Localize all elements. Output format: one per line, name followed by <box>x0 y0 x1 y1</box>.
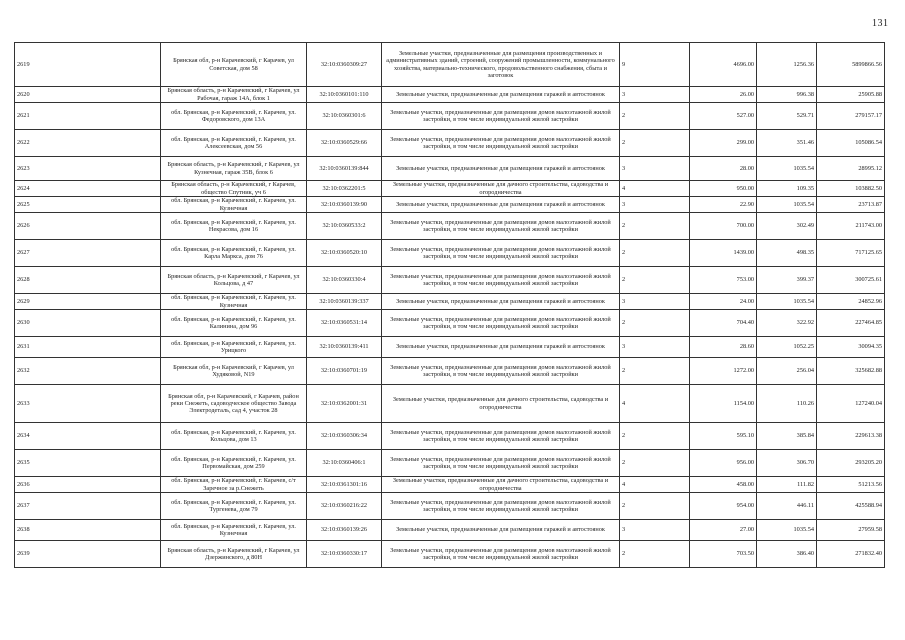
cadastral-number-cell: 32:10:0360529:66 <box>307 130 382 157</box>
specific-value-cell: 386.40 <box>757 541 817 568</box>
cadastral-value-cell: 103882.50 <box>817 181 885 197</box>
group-cell: 3 <box>620 294 690 310</box>
row-number: 2639 <box>15 541 161 568</box>
cadastral-value-cell: 23713.87 <box>817 197 885 213</box>
cadastral-number-cell: 32:10:0362201:5 <box>307 181 382 197</box>
row-number: 2620 <box>15 87 161 103</box>
cadastral-value-cell: 25905.88 <box>817 87 885 103</box>
group-cell: 9 <box>620 43 690 87</box>
cadastral-number-cell: 32:10:0360101:110 <box>307 87 382 103</box>
table-row <box>15 197 885 213</box>
specific-value-cell: 1035.54 <box>757 294 817 310</box>
cadastral-value-cell: 425588.94 <box>817 493 885 520</box>
row-number: 2624 <box>15 181 161 197</box>
specific-value-cell: 110.26 <box>757 385 817 423</box>
cadastral-value-cell: 227464.85 <box>817 310 885 337</box>
cadastral-number-cell: 32:10:0360533:2 <box>307 213 382 240</box>
cadastral-number-cell: 32:10:0360531:14 <box>307 310 382 337</box>
row-number: 2635 <box>15 450 161 477</box>
cadastral-value-cell: 27959.58 <box>817 520 885 541</box>
specific-value-cell: 996.38 <box>757 87 817 103</box>
area-cell: 1154.00 <box>690 385 757 423</box>
page-number: 131 <box>872 18 889 29</box>
row-number: 2626 <box>15 213 161 240</box>
table-row <box>15 267 885 294</box>
row-number: 2619 <box>15 43 161 87</box>
land-use-cell: Земельные участки, предназначенные для размещения домов малоэтажной жилой застройки, в том числе индивидуальной жилой застройки <box>382 240 620 267</box>
row-number: 2629 <box>15 294 161 310</box>
address-cell: обл. Брянская, р-н Карачевский, г. Карачев, с/т Заречное за р.Снежеть <box>161 477 307 493</box>
group-cell: 2 <box>620 103 690 130</box>
land-use-cell: Земельные участки, предназначенные для размещения гаражей и автостоянок <box>382 294 620 310</box>
group-cell: 2 <box>620 267 690 294</box>
cadastral-value-cell: 271832.40 <box>817 541 885 568</box>
group-cell: 2 <box>620 358 690 385</box>
address-cell: обл. Брянская, р-н Карачевский, г. Карачев, ул. Первомайская, дом 259 <box>161 450 307 477</box>
address-cell: обл. Брянская, р-н Карачевский, г. Карачев, ул. Урицкого <box>161 337 307 358</box>
land-use-cell: Земельные участки, предназначенные для дачного строительства, садоводства и огородничества <box>382 385 620 423</box>
cadastral-number-cell: 32:10:0360139:26 <box>307 520 382 541</box>
land-use-cell: Земельные участки, предназначенные для дачного строительства, садоводства и огородничества <box>382 477 620 493</box>
cadastral-number-cell: 32:10:0360306:34 <box>307 423 382 450</box>
row-number: 2627 <box>15 240 161 267</box>
cadastral-value-cell: 127240.04 <box>817 385 885 423</box>
cadastral-number-cell: 32:10:0360139:90 <box>307 197 382 213</box>
specific-value-cell: 1035.54 <box>757 197 817 213</box>
address-cell: Брянская обл, р-н Карачевский, г Карачев, район реки Снежеть, садоводческое общество Завода Электродеталь, сад 4, участок 28 <box>161 385 307 423</box>
group-cell: 2 <box>620 240 690 267</box>
area-cell: 704.40 <box>690 310 757 337</box>
cadastral-value-cell: 105086.54 <box>817 130 885 157</box>
cadastral-value-cell: 293205.20 <box>817 450 885 477</box>
area-cell: 458.00 <box>690 477 757 493</box>
area-cell: 22.90 <box>690 197 757 213</box>
area-cell: 1439.00 <box>690 240 757 267</box>
table-row <box>15 423 885 450</box>
group-cell: 4 <box>620 477 690 493</box>
table-row <box>15 43 885 87</box>
address-cell: обл. Брянская, р-н Карачевский, г. Карачев, ул. Алексеевская, дом 56 <box>161 130 307 157</box>
row-number: 2622 <box>15 130 161 157</box>
cadastral-number-cell: 32:10:0360309:27 <box>307 43 382 87</box>
table-row <box>15 385 885 423</box>
table-row <box>15 450 885 477</box>
group-cell: 4 <box>620 181 690 197</box>
table-row <box>15 358 885 385</box>
land-use-cell: Земельные участки, предназначенные для размещения гаражей и автостоянок <box>382 197 620 213</box>
table-row <box>15 477 885 493</box>
table-row <box>15 213 885 240</box>
specific-value-cell: 399.37 <box>757 267 817 294</box>
address-cell: обл. Брянская, р-н Карачевский, г. Карачев, ул. Кузнечная <box>161 197 307 213</box>
table-row <box>15 103 885 130</box>
group-cell: 2 <box>620 310 690 337</box>
land-use-cell: Земельные участки, предназначенные для размещения гаражей и автостоянок <box>382 520 620 541</box>
group-cell: 2 <box>620 493 690 520</box>
area-cell: 1272.00 <box>690 358 757 385</box>
address-cell: обл. Брянская, р-н Карачевский, г. Карачев, ул. Тургенева, дом 79 <box>161 493 307 520</box>
address-cell: обл. Брянская, р-н Карачевский, г. Карачев, ул. Карла Маркса, дом 76 <box>161 240 307 267</box>
cadastral-number-cell: 32:10:0360330:4 <box>307 267 382 294</box>
specific-value-cell: 1256.36 <box>757 43 817 87</box>
land-use-cell: Земельные участки, предназначенные для размещения производственных и административных зданий, строений, сооружений промышленности, коммунального хозяйства, материально-технического, продовольственного снабжения, сбыта и заготовок <box>382 43 620 87</box>
cadastral-value-cell: 229613.38 <box>817 423 885 450</box>
group-cell: 2 <box>620 130 690 157</box>
specific-value-cell: 385.84 <box>757 423 817 450</box>
cadastral-value-cell: 325682.88 <box>817 358 885 385</box>
area-cell: 954.00 <box>690 493 757 520</box>
row-number: 2621 <box>15 103 161 130</box>
row-number: 2636 <box>15 477 161 493</box>
group-cell: 2 <box>620 450 690 477</box>
cadastral-value-cell: 28995.12 <box>817 157 885 181</box>
row-number: 2623 <box>15 157 161 181</box>
area-cell: 956.00 <box>690 450 757 477</box>
row-number: 2630 <box>15 310 161 337</box>
row-number: 2633 <box>15 385 161 423</box>
land-use-cell: Земельные участки, предназначенные для размещения домов малоэтажной жилой застройки, в том числе индивидуальной жилой застройки <box>382 267 620 294</box>
cadastral-number-cell: 32:10:0360139:337 <box>307 294 382 310</box>
cadastral-value-cell: 279157.17 <box>817 103 885 130</box>
group-cell: 4 <box>620 385 690 423</box>
address-cell: обл. Брянская, р-н Карачевский, г. Карачев, ул. Некрасова, дом 16 <box>161 213 307 240</box>
cadastral-value-cell: 24852.96 <box>817 294 885 310</box>
table-row <box>15 157 885 181</box>
specific-value-cell: 111.82 <box>757 477 817 493</box>
group-cell: 3 <box>620 520 690 541</box>
land-use-cell: Земельные участки, предназначенные для размещения гаражей и автостоянок <box>382 337 620 358</box>
specific-value-cell: 109.35 <box>757 181 817 197</box>
row-number: 2625 <box>15 197 161 213</box>
area-cell: 24.00 <box>690 294 757 310</box>
address-cell: обл. Брянская, р-н Карачевский, г. Карачев, ул. Калинина, дом 96 <box>161 310 307 337</box>
specific-value-cell: 351.46 <box>757 130 817 157</box>
address-cell: Брянская обл, р-н Карачевский, г Карачев, ул Худяковой, N19 <box>161 358 307 385</box>
land-use-cell: Земельные участки, предназначенные для размещения домов малоэтажной жилой застройки, в том числе индивидуальной жилой застройки <box>382 213 620 240</box>
row-number: 2637 <box>15 493 161 520</box>
cadastral-number-cell: 32:10:0360139:844 <box>307 157 382 181</box>
row-number: 2634 <box>15 423 161 450</box>
area-cell: 4696.00 <box>690 43 757 87</box>
group-cell: 3 <box>620 157 690 181</box>
table-row <box>15 294 885 310</box>
group-cell: 3 <box>620 87 690 103</box>
specific-value-cell: 1035.54 <box>757 520 817 541</box>
area-cell: 28.60 <box>690 337 757 358</box>
address-cell: Брянская область, р-н Карачевский, г Карачев, общество Спутник, уч 6 <box>161 181 307 197</box>
table-row <box>15 520 885 541</box>
area-cell: 27.00 <box>690 520 757 541</box>
land-use-cell: Земельные участки, предназначенные для размещения гаражей и автостоянок <box>382 157 620 181</box>
land-use-cell: Земельные участки, предназначенные для размещения домов малоэтажной жилой застройки, в том числе индивидуальной жилой застройки <box>382 310 620 337</box>
cadastral-value-cell: 5899866.56 <box>817 43 885 87</box>
cadastral-number-cell: 32:10:0362001:31 <box>307 385 382 423</box>
area-cell: 703.50 <box>690 541 757 568</box>
row-number: 2638 <box>15 520 161 541</box>
group-cell: 3 <box>620 337 690 358</box>
land-use-cell: Земельные участки, предназначенные для размещения домов малоэтажной жилой застройки, в том числе индивидуальной жилой застройки <box>382 103 620 130</box>
area-cell: 595.10 <box>690 423 757 450</box>
specific-value-cell: 446.11 <box>757 493 817 520</box>
address-cell: Брянская обл, р-н Карачевский, г Карачев, ул Советская, дом 58 <box>161 43 307 87</box>
cadastral-number-cell: 32:10:0360216:22 <box>307 493 382 520</box>
cadastral-number-cell: 32:10:0360139:411 <box>307 337 382 358</box>
area-cell: 753.00 <box>690 267 757 294</box>
specific-value-cell: 1052.25 <box>757 337 817 358</box>
cadastral-value-cell: 300725.61 <box>817 267 885 294</box>
address-cell: обл. Брянская, р-н Карачевский, г. Карачев, ул. Кольцова, дом 13 <box>161 423 307 450</box>
address-cell: Брянская область, р-н Карачевский, г Карачев, ул Кольцова, д 47 <box>161 267 307 294</box>
cadastral-number-cell: 32:10:0360330:17 <box>307 541 382 568</box>
address-cell: Брянская область, р-н Карачевский, г Карачев, ул Рабочая, гараж 14А, блок 1 <box>161 87 307 103</box>
row-number: 2632 <box>15 358 161 385</box>
land-use-cell: Земельные участки, предназначенные для размещения домов малоэтажной жилой застройки, в том числе индивидуальной жилой застройки <box>382 423 620 450</box>
cadastral-value-cell: 30094.35 <box>817 337 885 358</box>
area-cell: 26.00 <box>690 87 757 103</box>
land-use-cell: Земельные участки, предназначенные для размещения домов малоэтажной жилой застройки, в том числе индивидуальной жилой застройки <box>382 358 620 385</box>
specific-value-cell: 322.92 <box>757 310 817 337</box>
group-cell: 3 <box>620 197 690 213</box>
land-use-cell: Земельные участки, предназначенные для размещения домов малоэтажной жилой застройки, в том числе индивидуальной жилой застройки <box>382 130 620 157</box>
address-cell: обл. Брянская, р-н Карачевский, г. Карачев, ул. Федоровского, дом 13А <box>161 103 307 130</box>
address-cell: обл. Брянская, р-н Карачевский, г. Карачев, ул. Кузнечная <box>161 294 307 310</box>
group-cell: 2 <box>620 423 690 450</box>
table-row <box>15 310 885 337</box>
cadastral-number-cell: 32:10:0360520:10 <box>307 240 382 267</box>
cadastral-number-cell: 32:10:0360406:1 <box>307 450 382 477</box>
area-cell: 527.00 <box>690 103 757 130</box>
specific-value-cell: 529.71 <box>757 103 817 130</box>
land-use-cell: Земельные участки, предназначенные для размещения домов малоэтажной жилой застройки, в том числе индивидуальной жилой застройки <box>382 541 620 568</box>
land-use-cell: Земельные участки, предназначенные для размещения домов малоэтажной жилой застройки, в том числе индивидуальной жилой застройки <box>382 450 620 477</box>
cadastral-number-cell: 32:10:0360701:19 <box>307 358 382 385</box>
specific-value-cell: 306.70 <box>757 450 817 477</box>
specific-value-cell: 302.49 <box>757 213 817 240</box>
table-row <box>15 337 885 358</box>
group-cell: 2 <box>620 541 690 568</box>
area-cell: 700.00 <box>690 213 757 240</box>
land-use-cell: Земельные участки, предназначенные для размещения домов малоэтажной жилой застройки, в том числе индивидуальной жилой застройки <box>382 493 620 520</box>
row-number: 2628 <box>15 267 161 294</box>
area-cell: 299.00 <box>690 130 757 157</box>
area-cell: 950.00 <box>690 181 757 197</box>
specific-value-cell: 256.04 <box>757 358 817 385</box>
address-cell: обл. Брянская, р-н Карачевский, г. Карачев, ул. Кузнечная <box>161 520 307 541</box>
cadastral-number-cell: 32:10:0360301:6 <box>307 103 382 130</box>
land-use-cell: Земельные участки, предназначенные для дачного строительства, садоводства и огородничества <box>382 181 620 197</box>
cadastral-value-cell: 51213.56 <box>817 477 885 493</box>
address-cell: Брянская область, р-н Карачевский, г Карачев, ул Дзержинского, д 80Н <box>161 541 307 568</box>
specific-value-cell: 1035.54 <box>757 157 817 181</box>
table-row <box>15 130 885 157</box>
cadastral-table <box>14 42 885 568</box>
table-row <box>15 181 885 197</box>
table-row <box>15 493 885 520</box>
specific-value-cell: 498.35 <box>757 240 817 267</box>
cadastral-value-cell: 211743.00 <box>817 213 885 240</box>
table-row <box>15 87 885 103</box>
table-row <box>15 541 885 568</box>
cadastral-value-cell: 717125.65 <box>817 240 885 267</box>
row-number: 2631 <box>15 337 161 358</box>
table-row <box>15 240 885 267</box>
cadastral-number-cell: 32:10:0361301:16 <box>307 477 382 493</box>
address-cell: Брянская область, р-н Карачевский, г Карачев, ул Кузнечная, гараж 35В, блок 6 <box>161 157 307 181</box>
area-cell: 28.00 <box>690 157 757 181</box>
group-cell: 2 <box>620 213 690 240</box>
land-use-cell: Земельные участки, предназначенные для размещения гаражей и автостоянок <box>382 87 620 103</box>
